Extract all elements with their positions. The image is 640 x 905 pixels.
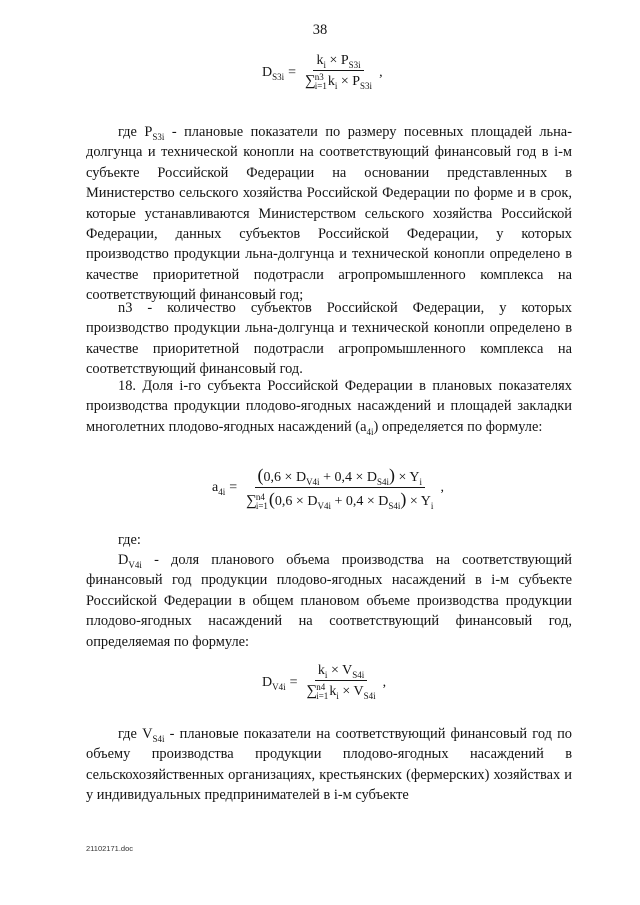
formula-d-v4i: $D_{V4i}$ = $k_i \times V_{S4i}$ ∑ n4 i=1 $k_i \times V_{S4i}$ , xyxy=(262,663,387,702)
paragraph-item-18: 18. Доля i-го субъекта Российской Федерации в плановых показателях производства продукции плодово-ягодных насаждений и площадей закладки многолетних плодово-ягодных насаждений $(a_{4i})$ определяется по формуле: xyxy=(86,378,572,437)
formula-fraction: $k_i \times V_{S4i}$ ∑ n4 i=1 $k_i \times V_{S4i}$ xyxy=(306,663,376,702)
paragraph-dv4i-definition: $D_{V4i}$ - доля планового объема производства на соответствующий финансовый год продукции плодово-ягодных насаждений в i-м субъекте Российской Федерации в общем плановом объеме производства продукции плодово-ягодных насаждений на соответствующий финансовый год, определяемая по формуле: xyxy=(86,552,572,650)
formula-fraction: $k_i \times P_{S3i}$ ∑ n3 i=1 $k_i \times P_{S3i}$ xyxy=(305,53,373,92)
paragraph-n3-definition: n3 - количество субъектов Российской Федерации, у которых производство продукции льна-долгунца и технической конопли определено в качестве приоритетной подотрасли агропромышленного комплекса на соответствующий финансовый год. xyxy=(86,300,572,378)
formula-lhs: $a_{4i}$ xyxy=(212,480,226,498)
paragraph-ps3i-definition: где $P_{S3i}$ - плановые показатели по размеру посевных площадей льна-долгунца и технической конопли на соответствующий финансовый год в i-м субъекте Российской Федерации на основании представленных в Министерство сельского хозяйства Российской Федерации по форме и в срок, которые устанавливаются Министерством сельского хозяйства Российской Федерации, данных субъектов Российской Федерации, у которых производство продукции льна-долгунца и технической конопли определено в качестве приоритетной подотрасли агропромышленного комплекса на соответствующий финансовый год; xyxy=(86,124,572,304)
page-number: 38 xyxy=(312,22,328,38)
formula-d-s3i: $D_{S3i}$ = $k_i \times P_{S3i}$ ∑ n3 i=1 $k_i \times P_{S3i}$ , xyxy=(262,53,383,92)
paragraph-where: где: xyxy=(118,532,141,548)
formula-lhs: $D_{V4i}$ xyxy=(262,674,286,692)
formula-lhs: $D_{S3i}$ xyxy=(262,64,285,82)
formula-fraction: $(0,6 \times D_{V4i} + 0,4 \times D_{S4i}) \times Y_i$ ∑ n4 i=1 $(0,6 \times D_{V4i} + 0,4 \times D_{S4i}) \times Y_i$ xyxy=(246,465,434,511)
paragraph-vs4i-definition: где $V_{S4i}$ - плановые показатели на соответствующий финансовый год по объему производства продукции плодово-ягодных насаждений в сельскохозяйственных организациях, крестьянских (фермерских) хозяйствах и у индивидуальных предпринимателей в i-м субъекте xyxy=(86,726,573,804)
document-filename: 21102171.doc xyxy=(86,844,133,853)
formula-a-4i: $a_{4i}$ = $(0,6 \times D_{V4i} + 0,4 \times D_{S4i}) \times Y_i$ ∑ n4 i=1 $(0,6 \times D_{V4i} + 0,4 \times D_{S4i}) \times Y_i$ , xyxy=(212,465,444,511)
